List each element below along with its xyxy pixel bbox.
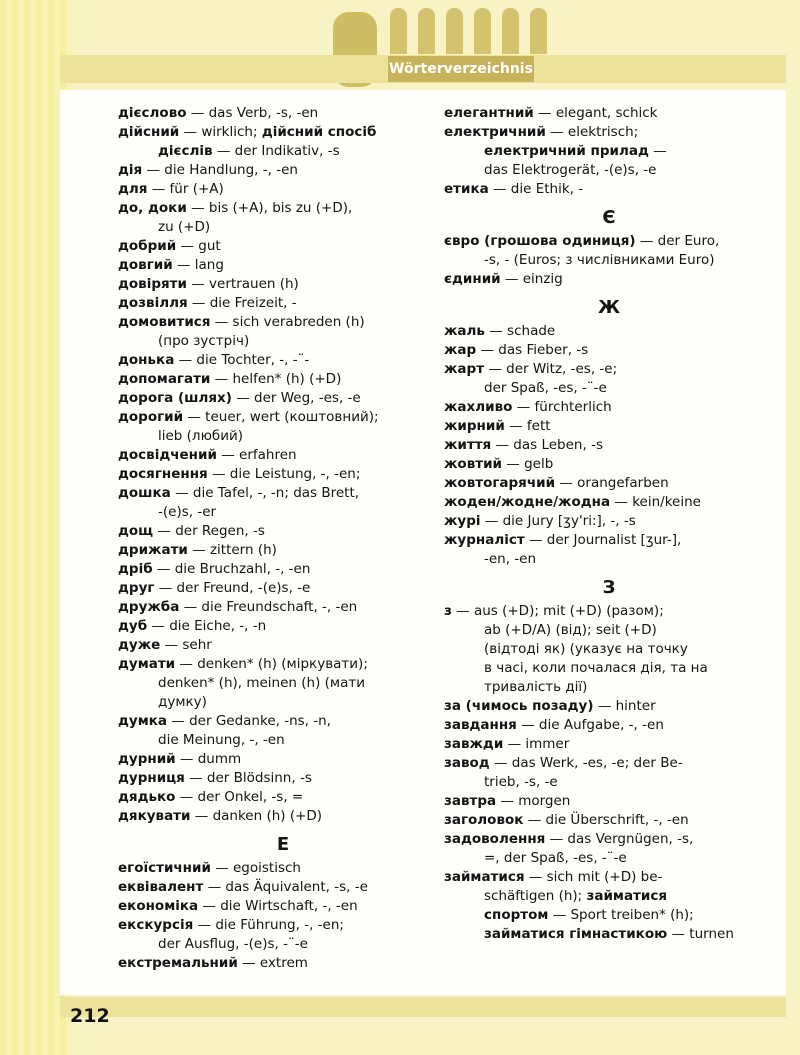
- translation: — sich mit (+D) be-: [524, 869, 663, 885]
- translation: думку): [158, 694, 207, 710]
- translation: — die Freizeit, -: [187, 295, 297, 311]
- dictionary-entry: [118, 370, 448, 389]
- dictionary-entry: [118, 636, 448, 655]
- dictionary-entry: [118, 408, 448, 427]
- dictionary-entry: [118, 859, 448, 878]
- translation: — danken (h) (+D): [190, 808, 323, 824]
- translation: — das Leben, -s: [491, 437, 603, 453]
- translation: — die Handlung, -, -en: [142, 162, 298, 178]
- translation: — gelb: [502, 456, 554, 472]
- headword: дурний: [118, 751, 176, 767]
- translation: ab (+D/A) (від); seit (+D): [484, 622, 657, 638]
- translation: — der Euro,: [635, 233, 720, 249]
- dictionary-entry: [444, 180, 774, 199]
- translation: trieb, -s, -e: [484, 774, 558, 790]
- dictionary-entry: [118, 275, 448, 294]
- translation: тривалість дії): [484, 679, 588, 695]
- entry-continuation: [118, 935, 448, 954]
- dictionary-entry: [118, 916, 448, 935]
- dictionary-entry: [118, 788, 448, 807]
- headword: дощ: [118, 523, 154, 539]
- headword: друг: [118, 580, 155, 596]
- translation: в часі, коли почалася дія, та на: [484, 660, 708, 676]
- translation: — die Wirtschaft, -, -en: [198, 898, 358, 914]
- headword: завтра: [444, 793, 497, 809]
- translation: — schade: [484, 323, 556, 339]
- section-letter: З: [602, 577, 616, 598]
- translation: — erfahren: [216, 447, 297, 463]
- entry-continuation: [444, 161, 774, 180]
- dictionary-entry: [118, 351, 448, 370]
- translation: — der Onkel, -s, =: [175, 789, 304, 805]
- headword: думка: [118, 713, 168, 729]
- headword: жовтогарячий: [444, 475, 556, 491]
- decorative-tab: [390, 8, 407, 54]
- translation: der Ausflug, -(e)s, -¨-e: [158, 936, 308, 952]
- dictionary-entry: [118, 199, 448, 218]
- headword: досвідчений: [118, 447, 217, 463]
- entry-continuation: [444, 379, 774, 398]
- dictionary-entry: [118, 104, 448, 123]
- translation: — elektrisch;: [545, 124, 639, 140]
- translation: — teuer, wert (коштовний);: [183, 409, 379, 425]
- entry-continuation: [444, 251, 774, 270]
- dictionary-entry: [118, 446, 448, 465]
- translation: — gut: [176, 238, 221, 254]
- headword: електричний прилад: [484, 143, 649, 159]
- translation: die Meinung, -, -en: [158, 732, 285, 748]
- translation: — lang: [172, 257, 224, 273]
- dictionary-entry: [444, 322, 774, 341]
- decorative-tab: [446, 8, 463, 54]
- translation: — turnen: [667, 926, 734, 942]
- translation: — sich verabreden (h): [210, 314, 365, 330]
- headword: єдиний: [444, 271, 501, 287]
- translation: — kein/keine: [610, 494, 701, 510]
- dictionary-entry: [118, 256, 448, 275]
- dictionary-entry: [444, 493, 774, 512]
- dictionary-entry: [444, 341, 774, 360]
- dictionary-entry: [118, 579, 448, 598]
- headword: еквівалент: [118, 879, 204, 895]
- translation: — vertrauen (h): [186, 276, 299, 292]
- dictionary-entry: [118, 878, 448, 897]
- translation: — egoistisch: [210, 860, 301, 876]
- translation: -en, -en: [484, 551, 537, 567]
- headword: для: [118, 181, 148, 197]
- dictionary-entry: [118, 522, 448, 541]
- dictionary-entry: [118, 750, 448, 769]
- dictionary-entry: [444, 455, 774, 474]
- translation: — aus (+D); mit (+D) (разом);: [451, 603, 664, 619]
- dictionary-entry: [118, 123, 448, 142]
- headword: дорогий: [118, 409, 184, 425]
- headword: дякувати: [118, 808, 191, 824]
- headword: жовтий: [444, 456, 502, 472]
- dictionary-entry: [118, 161, 448, 180]
- dictionary-entry: [118, 484, 448, 503]
- dictionary-entry: [444, 602, 774, 621]
- translation: — der Gedanke, -ns, -n,: [167, 713, 331, 729]
- dictionary-entry: [118, 807, 448, 826]
- headword: довгий: [118, 257, 173, 273]
- translation: — fett: [504, 418, 551, 434]
- headword: спортом: [484, 907, 549, 923]
- translation: (про зустріч): [158, 333, 250, 349]
- dictionary-entry: [444, 398, 774, 417]
- translation: — der Weg, -es, -e: [231, 390, 361, 406]
- dictionary-entry: [118, 712, 448, 731]
- entry-continuation: [444, 659, 774, 678]
- headword: дієслово: [118, 105, 187, 121]
- headword: дріб: [118, 561, 153, 577]
- dictionary-entry: [444, 123, 774, 142]
- dictionary-entry: [444, 697, 774, 716]
- page-title: Wörterverzeichnis: [388, 56, 534, 82]
- entry-continuation: [118, 693, 448, 712]
- headword: дурниця: [118, 770, 185, 786]
- translation: — das Werk, -es, -e; der Be-: [489, 755, 683, 771]
- entry-continuation: [118, 731, 448, 750]
- entry-continuation: [118, 427, 448, 446]
- entry-continuation: [444, 621, 774, 640]
- dictionary-entry: [118, 294, 448, 313]
- translation: — die Freundschaft, -, -en: [179, 599, 358, 615]
- translation: — die Führung, -, -en;: [193, 917, 344, 933]
- headword: займатися: [444, 869, 525, 885]
- dictionary-entry: [444, 531, 774, 550]
- translation: — der Indikativ, -s: [212, 143, 340, 159]
- translation: — die Tafel, -, -n; das Brett,: [170, 485, 360, 501]
- headword: дозвілля: [118, 295, 188, 311]
- translation: — dumm: [175, 751, 242, 767]
- translation: — denken* (h) (міркувати);: [175, 656, 368, 672]
- headword: жаль: [444, 323, 485, 339]
- dictionary-column-left: [118, 104, 448, 973]
- translation: — das Äquivalent, -s, -e: [203, 879, 368, 895]
- translation: — für (+A): [147, 181, 224, 197]
- headword: економіка: [118, 898, 199, 914]
- translation: — die Ethik, -: [488, 181, 584, 197]
- translation: — immer: [503, 736, 570, 752]
- headword: егоїстичний: [118, 860, 211, 876]
- dictionary-entry: [118, 769, 448, 788]
- translation: — das Fieber, -s: [476, 342, 589, 358]
- headword: журі: [444, 513, 481, 529]
- headword: екстремальний: [118, 955, 238, 971]
- translation: -(e)s, -er: [158, 504, 217, 520]
- dictionary-entry: [118, 237, 448, 256]
- dictionary-entry: [444, 436, 774, 455]
- entry-continuation: [444, 849, 774, 868]
- decorative-tab: [418, 8, 435, 54]
- page-number: 212: [70, 1005, 110, 1027]
- headword: жоден/жодне/жодна: [444, 494, 611, 510]
- dictionary-entry: [444, 811, 774, 830]
- translation: — fürchterlich: [512, 399, 612, 415]
- entry-continuation: [444, 887, 774, 906]
- entry-continuation: [444, 550, 774, 569]
- headword: дорога (шлях): [118, 390, 232, 406]
- translation: — helfen* (h) (+D): [210, 371, 342, 387]
- dictionary-entry: [444, 735, 774, 754]
- translation: -s, - (Euros; з числівниками Euro): [484, 252, 715, 268]
- entry-continuation: [118, 142, 448, 161]
- dictionary-entry: [118, 180, 448, 199]
- translation: — sehr: [160, 637, 212, 653]
- entry-continuation: [444, 925, 774, 944]
- headword: етика: [444, 181, 489, 197]
- dictionary-entry: [444, 868, 774, 887]
- translation: — hinter: [593, 698, 656, 714]
- translation: — die Aufgabe, -, -en: [516, 717, 664, 733]
- translation: — der Regen, -s: [153, 523, 265, 539]
- headword: євро (грошова одиниця): [444, 233, 636, 249]
- dictionary-entry: [118, 541, 448, 560]
- dictionary-entry: [118, 560, 448, 579]
- translation: — der Blödsinn, -s: [184, 770, 312, 786]
- headword: жирний: [444, 418, 505, 434]
- dictionary-entry: [444, 792, 774, 811]
- entry-continuation: [118, 674, 448, 693]
- dictionary-entry: [444, 830, 774, 849]
- translation: der Spaß, -es, -¨-e: [484, 380, 607, 396]
- headword: дія: [118, 162, 143, 178]
- dictionary-entry: [118, 897, 448, 916]
- headword: домовитися: [118, 314, 211, 330]
- headword: завод: [444, 755, 490, 771]
- decorative-tab: [502, 8, 519, 54]
- dictionary-entry: [444, 512, 774, 531]
- entry-continuation: [444, 906, 774, 925]
- dictionary-entry: [118, 313, 448, 332]
- dictionary-entry: [118, 617, 448, 636]
- headword: займатися гімнастикою: [484, 926, 668, 942]
- headword-phrase: займатися: [586, 888, 668, 904]
- translation: — die Bruchzahl, -, -en: [152, 561, 311, 577]
- translation: — bis (+A), bis zu (+D),: [186, 200, 353, 216]
- entry-continuation: [118, 503, 448, 522]
- dictionary-entry: [444, 270, 774, 289]
- headword: елегантний: [444, 105, 534, 121]
- headword: завдання: [444, 717, 517, 733]
- dictionary-entry: [118, 389, 448, 408]
- translation: — die Überschrift, -, -en: [523, 812, 689, 828]
- decorative-tab: [530, 8, 547, 54]
- translation: — das Vergnügen, -s,: [545, 831, 694, 847]
- headword: дошка: [118, 485, 171, 501]
- dictionary-entry: [118, 465, 448, 484]
- translation: — orangefarben: [555, 475, 669, 491]
- headword: екскурсія: [118, 917, 194, 933]
- translation: — Sport treiben* (h);: [548, 907, 694, 923]
- headword: журналіст: [444, 532, 525, 548]
- translation: — die Leistung, -, -en;: [207, 466, 361, 482]
- translation: =, der Spaß, -es, -¨-e: [484, 850, 627, 866]
- entry-continuation: [444, 640, 774, 659]
- dictionary-column-right: [444, 104, 774, 944]
- headword: дрижати: [118, 542, 188, 558]
- dictionary-entry: [444, 754, 774, 773]
- translation: zu (+D): [158, 219, 211, 235]
- translation: — morgen: [496, 793, 571, 809]
- translation: schäftigen (h);: [484, 888, 587, 904]
- dictionary-entry: [444, 232, 774, 251]
- headword: задоволення: [444, 831, 546, 847]
- headword: жар: [444, 342, 477, 358]
- dictionary-entry: [118, 655, 448, 674]
- dictionary-entry: [444, 104, 774, 123]
- headword: дієслів: [158, 143, 213, 159]
- translation: — das Verb, -s, -en: [186, 105, 319, 121]
- headword: електричний: [444, 124, 546, 140]
- headword: завжди: [444, 736, 504, 752]
- translation: — der Freund, -(e)s, -e: [154, 580, 311, 596]
- section-letter: Е: [276, 834, 290, 855]
- headword: заголовок: [444, 812, 524, 828]
- translation: — der Witz, -es, -e;: [484, 361, 618, 377]
- headword: досягнення: [118, 466, 208, 482]
- dictionary-entry: [118, 598, 448, 617]
- translation: — der Journalist [ʒur-],: [524, 532, 682, 548]
- headword: з: [444, 603, 452, 619]
- entry-continuation: [118, 332, 448, 351]
- headword: дуб: [118, 618, 148, 634]
- translation: — einzig: [500, 271, 563, 287]
- translation: —: [648, 143, 667, 159]
- decorative-tab: [474, 8, 491, 54]
- translation: — die Eiche, -, -n: [147, 618, 267, 634]
- translation: — wirklich;: [179, 124, 262, 140]
- section-letter: Ж: [597, 297, 621, 318]
- dictionary-entry: [444, 474, 774, 493]
- headword: життя: [444, 437, 492, 453]
- headword: дружба: [118, 599, 180, 615]
- translation: — die Jury [ʒy'ri:], -, -s: [480, 513, 636, 529]
- translation: das Elektrogerät, -(e)s, -e: [484, 162, 657, 178]
- headword: дядько: [118, 789, 176, 805]
- headword: дуже: [118, 637, 161, 653]
- headword: до, доки: [118, 200, 187, 216]
- section-letter: Є: [602, 207, 616, 228]
- translation: — die Tochter, -, -¨-: [174, 352, 310, 368]
- dictionary-entry: [118, 954, 448, 973]
- headword: жарт: [444, 361, 485, 377]
- headword: допомагати: [118, 371, 211, 387]
- translation: — zittern (h): [187, 542, 277, 558]
- dictionary-entry: [444, 716, 774, 735]
- headword: донька: [118, 352, 175, 368]
- dictionary-entry: [444, 417, 774, 436]
- headword: за (чимось позаду): [444, 698, 594, 714]
- translation: (відтоді як) (указує на точку: [484, 641, 688, 657]
- headword: думати: [118, 656, 176, 672]
- entry-continuation: [444, 142, 774, 161]
- headword: дійсний: [118, 124, 180, 140]
- entry-continuation: [118, 218, 448, 237]
- entry-continuation: [444, 678, 774, 697]
- footer-band: [60, 997, 786, 1017]
- headword: довіряти: [118, 276, 187, 292]
- entry-continuation: [444, 773, 774, 792]
- headword: жахливо: [444, 399, 513, 415]
- translation: — extrem: [237, 955, 308, 971]
- headword: добрий: [118, 238, 177, 254]
- dictionary-entry: [444, 360, 774, 379]
- translation: lieb (любий): [158, 428, 244, 444]
- headword-phrase: дійсний спосіб: [261, 124, 377, 140]
- translation: — elegant, schick: [533, 105, 658, 121]
- translation: denken* (h), meinen (h) (мати: [158, 675, 366, 691]
